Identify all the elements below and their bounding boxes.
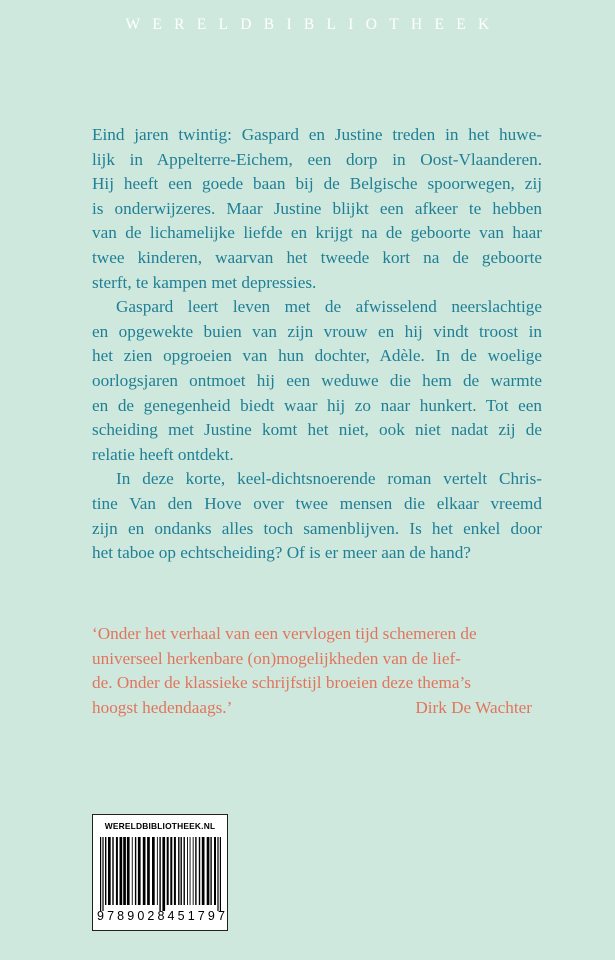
- barcode-bar: [167, 837, 169, 905]
- barcode-bar: [100, 837, 101, 911]
- barcode-bar: [193, 837, 194, 905]
- barcode-bar: [174, 837, 176, 905]
- blurb-line: lijk in Appelterre-Eichem, een dorp in Oost-Vlaanderen.: [92, 149, 542, 169]
- publisher-name: WERELDBIBLIOTHEEK: [125, 16, 502, 33]
- barcode-url: WERELDBIBLIOTHEEK.NL: [104, 821, 216, 831]
- barcode-icon: [98, 837, 224, 911]
- barcode-bar: [217, 837, 218, 911]
- barcode-digit: 2: [147, 909, 155, 923]
- review-quote: [92, 622, 532, 720]
- quote-line: ‘Onder het verhaal van een vervlogen tijd schemeren de: [92, 624, 477, 643]
- blurb-line: scheiding met Justine komt het niet, ook niet nadat zij de: [92, 420, 542, 440]
- barcode-digit: 0: [137, 909, 145, 923]
- barcode-bar: [220, 837, 221, 911]
- quote-line: hoogst hedendaags.’: [92, 697, 233, 717]
- barcode-digit: 9: [127, 909, 135, 923]
- blurb-line: relatie heeft ontdekt.: [92, 444, 234, 464]
- blurb-line: van de lichamelijke liefde en krijgt na de geboorte van haar: [92, 223, 542, 243]
- barcode-bar: [181, 837, 182, 905]
- barcode-digit: 7: [217, 909, 225, 923]
- quote-line: de. Onder de klassieke schrijfstijl broeien deze thema’s: [92, 673, 471, 693]
- barcode-digit: 5: [177, 909, 185, 923]
- barcode-bar: [159, 837, 160, 911]
- barcode-digit: 7: [197, 909, 205, 923]
- blurb-line: en opgewekte buien van zijn vrouw en hij vindt troost in: [92, 321, 542, 341]
- barcode-bar: [127, 837, 130, 905]
- barcode-number: [97, 909, 225, 923]
- barcode-bar: [147, 837, 150, 905]
- blurb-line: het zien opgroeien van hun dochter, Adèle. In de woelige: [92, 346, 542, 366]
- barcode-digit: 9: [207, 909, 215, 923]
- barcode-digit: 8: [157, 909, 165, 923]
- blurb-line: In deze korte, keel-dichtsnoerende roman vertelt Chris-: [116, 469, 542, 489]
- barcode-bar: [123, 837, 126, 905]
- barcode-bar: [132, 837, 133, 905]
- barcode-bar: [120, 837, 123, 905]
- blurb-line: Eind jaren twintig: Gaspard en Justine treden in het huwe-: [92, 125, 542, 144]
- barcode-digit: 7: [107, 909, 115, 923]
- blurb-line: zijn en ondanks alles toch samenblijven. Is het enkel door: [92, 518, 542, 538]
- blurb-line: sterft, te kampen met depressies.: [92, 272, 317, 292]
- barcode-bar: [152, 837, 155, 905]
- blurb-line: en de genegenheid biedt waar hij zo naar hunkert. Tot een: [92, 395, 542, 415]
- barcode-bar: [184, 837, 185, 905]
- barcode-bar: [135, 837, 136, 905]
- blurb-line: Hij heeft een goede baan bij de Belgische spoorwegen, zij: [92, 174, 542, 194]
- barcode-bar: [116, 837, 118, 905]
- barcode-bar: [162, 837, 165, 911]
- barcode-bar: [138, 837, 141, 905]
- barcode-digit: 1: [187, 909, 195, 923]
- barcode-bar: [199, 837, 200, 905]
- barcode-bar: [108, 837, 111, 905]
- blurb-paragraph-2: [92, 295, 542, 467]
- blurb-line: tine Van den Hove over twee mensen die elkaar vreemd: [92, 493, 542, 513]
- barcode-bar: [190, 837, 191, 905]
- barcode-bar: [214, 837, 216, 905]
- barcode-bar: [187, 837, 188, 905]
- quote-attribution: Dirk De Wachter: [415, 697, 532, 717]
- barcode-bar: [207, 837, 210, 905]
- barcode-digit: 8: [117, 909, 125, 923]
- barcode-bar: [195, 837, 196, 905]
- barcode-label: [92, 814, 228, 931]
- barcode-bar: [210, 837, 211, 905]
- barcode-bar: [102, 837, 103, 911]
- blurb-line: is onderwijzeres. Maar Justine blijkt een afkeer te hebben: [92, 198, 542, 218]
- barcode-bar: [143, 837, 146, 905]
- blurb-line: twee kinderen, waarvan het tweede kort na de geboorte: [92, 247, 542, 267]
- barcode-bar: [157, 837, 158, 905]
- quote-last-line: [92, 696, 532, 721]
- blurb: [92, 123, 542, 566]
- blurb-paragraph-3: [92, 467, 542, 565]
- barcode-digit: 9: [97, 909, 104, 923]
- blurb-paragraph-1: [92, 123, 542, 295]
- barcode-bar: [170, 837, 172, 905]
- barcode-bar: [105, 837, 106, 905]
- blurb-line: het taboe op echtscheiding? Of is er meer aan de hand?: [92, 543, 471, 563]
- barcode-digit: 4: [167, 909, 175, 923]
- blurb-line: oorlogsjaren ontmoet hij een weduwe die hem de warmte: [92, 370, 542, 390]
- quote-line: universeel herkenbare (on)mogelijkheden van de lief-: [92, 648, 461, 668]
- blurb-line: Gaspard leert leven met de afwisselend neerslachtige: [116, 297, 542, 317]
- barcode-bar: [112, 837, 113, 905]
- barcode-bar: [202, 837, 205, 905]
- barcode-bar: [178, 837, 179, 905]
